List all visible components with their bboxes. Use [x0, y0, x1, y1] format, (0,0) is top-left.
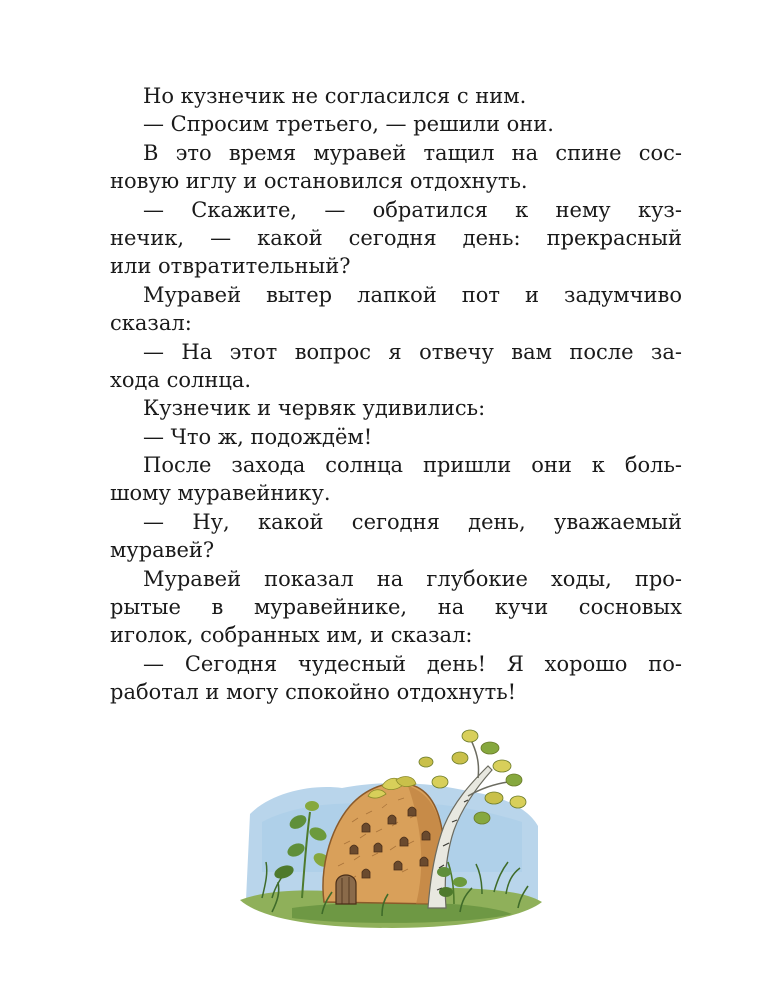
story-line: нечик, — какой сегодня день: прекрасный	[110, 225, 682, 250]
story-line: — Что ж, подождём!	[143, 424, 373, 449]
story-line: Кузнечик и червяк удивились:	[143, 396, 486, 421]
story-line: — Сегодня чудесный день! Я хорошо по-	[143, 651, 682, 676]
story-line: Муравей вытер лапкой пот и задумчиво	[143, 282, 682, 307]
story-line: — Спросим третьего, — решили они.	[143, 112, 554, 137]
story-line: хода солнца.	[110, 367, 252, 392]
anthill-illustration	[232, 722, 544, 934]
story-line: иголок, собранных им, и сказал:	[110, 623, 473, 648]
story-text	[110, 82, 682, 707]
story-line: В это время муравей тащил на спине сос-	[143, 140, 682, 165]
story-line: новую иглу и остановился отдохнуть.	[110, 169, 528, 194]
story-line: Муравей показал на глубокие ходы, про-	[143, 566, 682, 591]
story-line: муравей?	[110, 538, 215, 563]
story-line: рытые в муравейнике, на кучи сосновых	[110, 595, 682, 620]
story-line: После захода солнца пришли они к боль-	[143, 453, 682, 478]
story-line: — Скажите, — обратился к нему куз-	[143, 197, 682, 222]
story-line: — Ну, какой сегодня день, уважаемый	[143, 509, 682, 534]
story-line: шому муравейнику.	[110, 481, 331, 506]
anthill-door	[336, 875, 356, 904]
story-line: работал и могу спокойно отдохнуть!	[110, 680, 517, 705]
story-line: — На этот вопрос я отвечу вам после за-	[143, 339, 682, 364]
story-line: сказал:	[110, 311, 192, 336]
story-line: Но кузнечик не согласился с ним.	[143, 84, 527, 108]
story-line: или отвратительный?	[110, 254, 351, 279]
